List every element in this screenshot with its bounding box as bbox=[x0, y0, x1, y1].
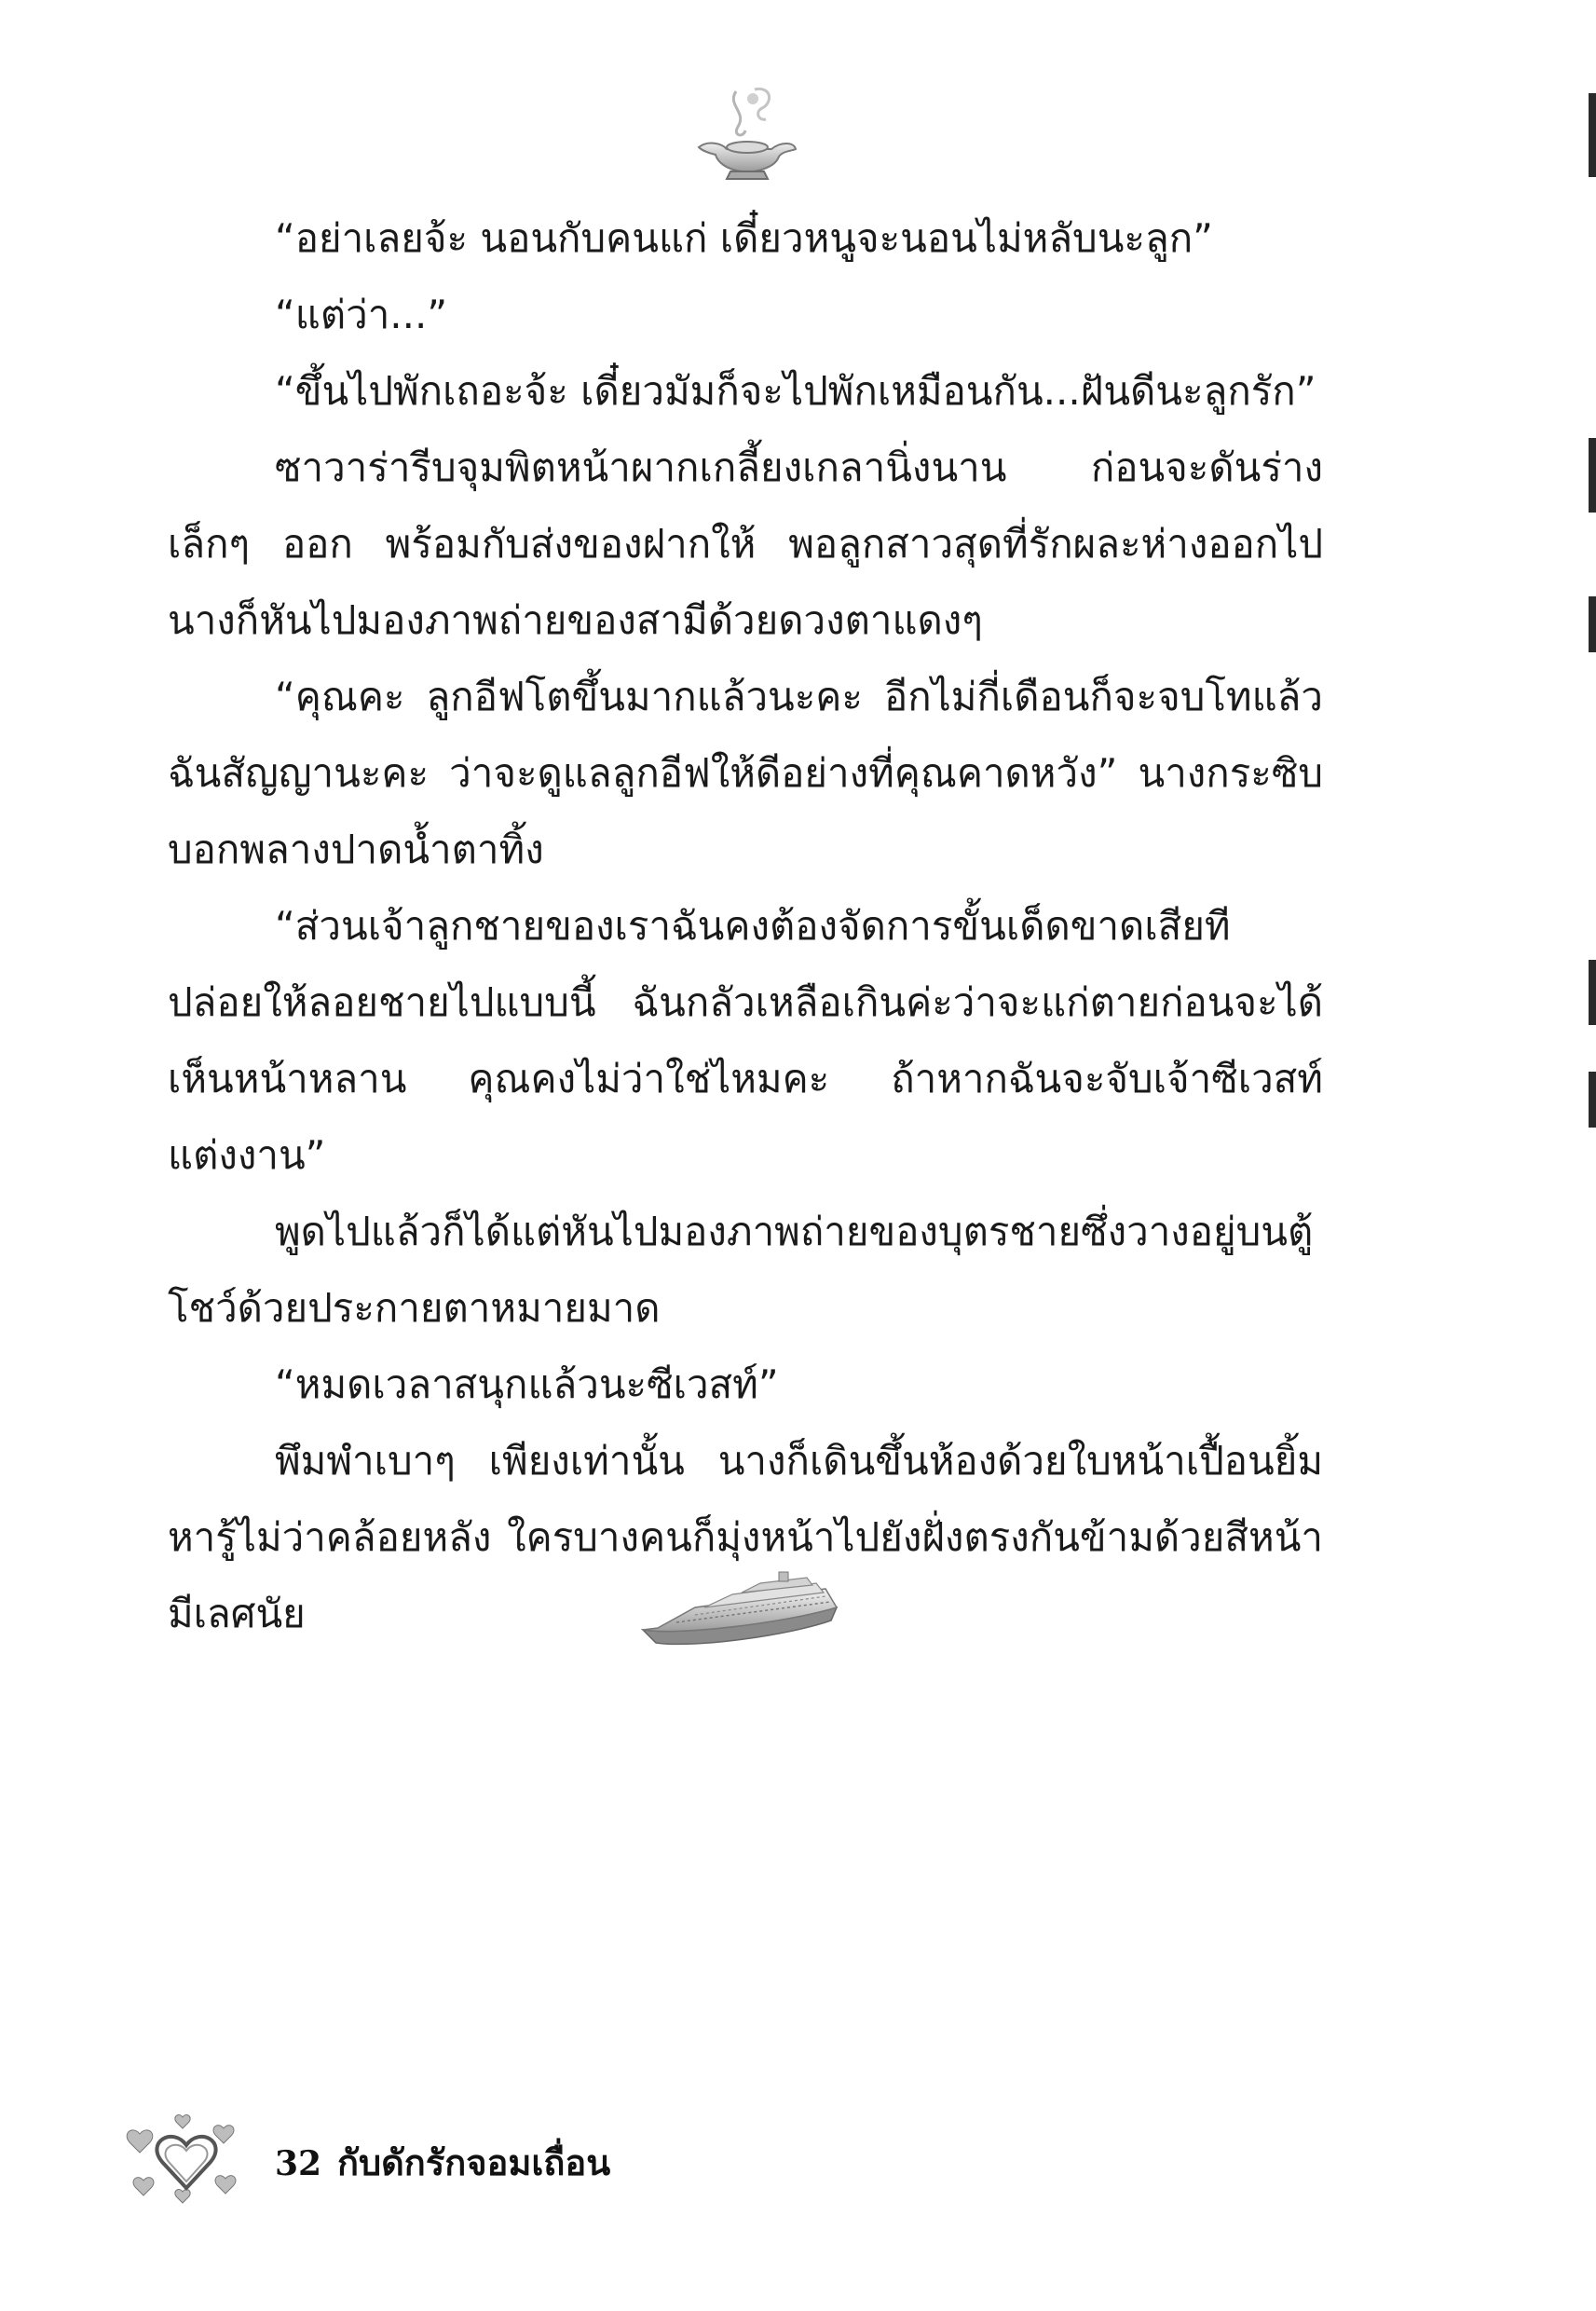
paragraph: “อย่าเลยจ้ะ นอนกับคนแก่ เดี๋ยวหนูจะนอนไม่หลับนะลูก” bbox=[275, 215, 1213, 261]
hearts-icon bbox=[121, 2106, 252, 2208]
paragraph: “ขึ้นไปพักเถอะจ้ะ เดี๋ยวมัมก็จะไปพักเหมือนกัน...ฝันดีนะลูกรัก” bbox=[275, 368, 1316, 414]
book-title: กับดักรักจอมเถื่อน bbox=[337, 2141, 611, 2183]
paragraph: พูดไปแล้วก็ได้แต่หันไปมองภาพถ่ายของบุตรชายซึ่งวางอยู่บนตู้โชว์ด้วยประกายตาหมายมาด bbox=[168, 1209, 1314, 1331]
paragraph: ซาวาร่ารีบจุมพิตหน้าผากเกลี้ยงเกลานิ่งนาน ก่อนจะดันร่างเล็กๆ ออก พร้อมกับส่งของฝากให้ พอลูกสาวสุดที่รักผละห่างออกไป นางก็หันไปมองภาพถ่ายของสามีด้วยดวงตาแดงๆ bbox=[168, 444, 1323, 643]
page-footer bbox=[121, 2106, 773, 2218]
cruise-ship-icon bbox=[639, 1570, 844, 1649]
paragraph: “คุณคะ ลูกอีฟโตขึ้นมากแล้วนะคะ อีกไม่กี่เดือนก็จะจบโทแล้ว ฉันสัญญานะคะ ว่าจะดูแลลูกอีฟให้ดีอย่างที่คุณคาดหวัง” นางกระซิบบอกพลางปาดน้ำตาทิ้ง bbox=[168, 674, 1323, 872]
genie-lamp-icon bbox=[689, 82, 801, 185]
paragraph: “หมดเวลาสนุกแล้วนะซีเวสท์” bbox=[275, 1361, 779, 1407]
scan-edge-marks bbox=[1585, 0, 1596, 1165]
paragraph: พึมพำเบาๆ เพียงเท่านั้น นางก็เดินขึ้นห้องด้วยใบหน้าเปื้อนยิ้ม หารู้ไม่ว่าคล้อยหลัง ใครบางคนก็มุ่งหน้าไปยังฝั่งตรงกันข้ามด้วยสีหน้ามีเลศนัย bbox=[168, 1438, 1323, 1636]
paragraph: “ส่วนเจ้าลูกชายของเราฉันคงต้องจัดการขั้นเด็ดขาดเสียที ปล่อยให้ลอยชายไปแบบนี้ ฉันกลัวเหลือเกินค่ะว่าจะแก่ตายก่อนจะได้เห็นหน้าหลาน คุณคงไม่ว่าใช่ไหมคะ ถ้าหากฉันจะจับเจ้าซีเวสท์แต่งงาน” bbox=[168, 903, 1323, 1178]
story-text bbox=[168, 200, 1323, 1652]
paragraph: “แต่ว่า...” bbox=[275, 292, 448, 337]
page-number: 32 bbox=[275, 2144, 322, 2183]
